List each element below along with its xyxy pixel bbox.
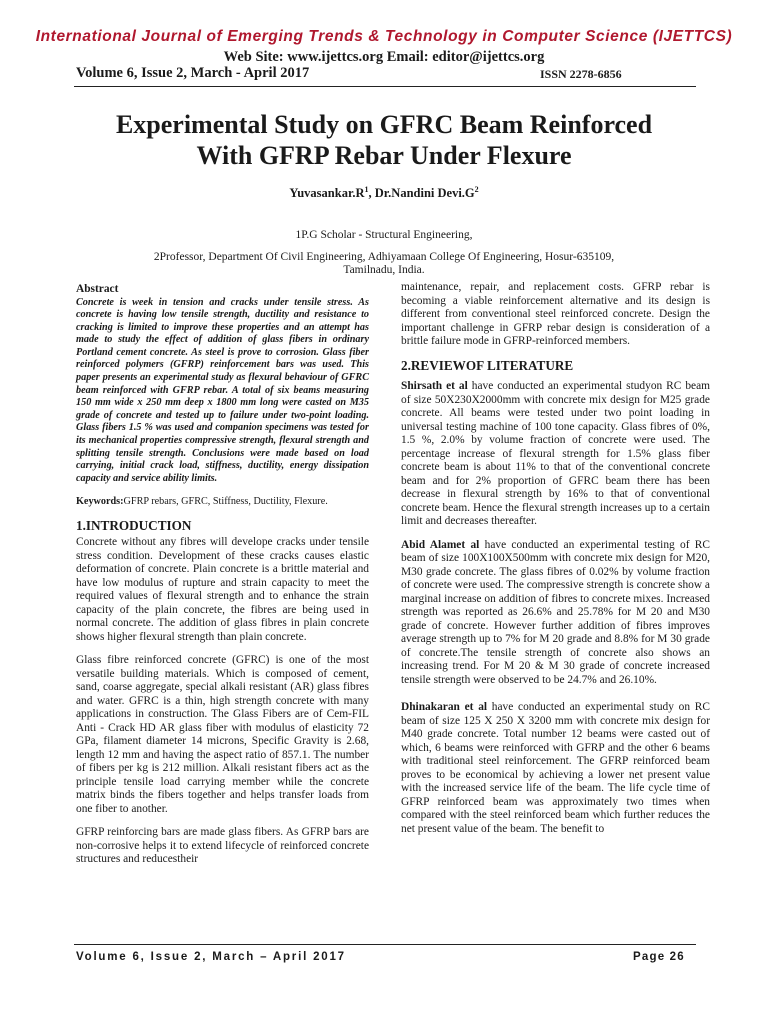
keywords	[76, 495, 369, 509]
author-1: Yuvasankar.R	[289, 186, 365, 201]
page-number: Page 26	[633, 951, 685, 963]
footer-volume: Volume 6, Issue 2, March – April 2017	[76, 951, 346, 963]
affiliation-2	[100, 251, 668, 277]
literature-author-3: Dhinakaran et al	[401, 701, 488, 713]
introduction-heading: 1.INTRODUCTION	[76, 517, 192, 533]
volume-issue: Volume 6, Issue 2, March - April 2017	[76, 65, 310, 81]
author-separator: ,	[368, 186, 375, 201]
paper-title	[40, 109, 728, 171]
abstract-heading: Abstract	[76, 283, 119, 295]
author-2-sup: 2	[474, 185, 479, 194]
intro-paragraph-1: Concrete without any fibres will develope cracks under tensile stress condition. Development of these cracks causes elastic deformation of concrete. Plain concrete is a brittle material and have low modulus of rupture and strain capacity to meet the required values of flexural strength and to enhance the strain capacity of the plain concrete, the fibres are being used in normal concrete. The addition of glass fibres in plain concrete shows higher flexural strength than plain concrete.	[76, 536, 369, 643]
literature-item-3	[401, 701, 710, 836]
authors	[0, 185, 768, 201]
keywords-label: Keywords:	[76, 496, 124, 508]
header-rule	[74, 86, 696, 87]
issn: ISSN 2278-6856	[540, 67, 622, 81]
literature-text-1: have conducted an experimental studyon RC beam of size 50X230X2000mm with concrete mix design for M25 grade concrete. All beams were tested under two point loading in universal testing machine of 100 tone capacity. Glass fibres of 0%, 1.5 %, 2.0% by volume fraction of concrete were used. The percentage increase of flexural strength for 1.5% glass fiber concrete beam is about 11% to that of the conventional concrete beam and for 2% proportion of GFRC beam there has been decrease in flexural strength by 16% to that of conventional concrete beam. Hence the flexural strength increases up to a certain limit and decreases thereafter.	[401, 380, 710, 527]
author-1-sup: 1	[364, 185, 369, 194]
continued-paragraph: maintenance, repair, and replacement costs. GFRP rebar is becoming a viable reinforcement alternative and its design is different from conventional steel reinforced concrete. Design the important challenge in GFRP rebar design is consideration of a brittle failure mode in GFRP-reinforced members.	[401, 281, 710, 347]
affiliation-2-line-1: 2Professor, Department Of Civil Engineering, Adhiyamaan College Of Engineering, Hosur-635109,	[153, 251, 615, 263]
journal-name: International Journal of Emerging Trends & Technology in Computer Science (IJETTCS)	[35, 28, 733, 45]
literature-item-2	[401, 539, 710, 688]
keywords-text: GFRP rebars, GFRC, Stiffness, Ductility, Flexure.	[123, 496, 328, 508]
abstract-text: Concrete is week in tension and cracks under tensile stress. As concrete is having low tensile strength, ductility and resistance to cracking is limited to improve these properties and an attempt has made to study the effect of addition of glass fibers in ordinary Portland cement concrete. As steel is prove to corrosion. Glass fiber reinforced polymers (GFRP) reinforcement bars was used. This paper presents an experimental study as flexural behaviour of GFRC beam reinforced with GFRP rebar. A total of six beams measuring 150 mm wide x 250 mm deep x 1800 mm long were casted on M35 grade of concrete and tested up to failure under two-point loading. Glass fibers 1.5 % was used and companion specimens was tested for its mechanical properties compressive strength, flexural strength and splitting tensile strength. Conclusions were made based on load carrying, initial crack load, stiffness, ductility, energy dissipation capacity and service ability limits.	[76, 296, 369, 484]
right-column	[401, 281, 710, 836]
affiliation-1: 1P.G Scholar - Structural Engineering,	[295, 229, 473, 241]
review-heading: 2.REVIEWOF LITERATURE	[401, 357, 574, 373]
title-line-1: Experimental Study on GFRC Beam Reinforced	[115, 110, 653, 139]
title-line-2: With GFRP Rebar Under Flexure	[196, 141, 572, 170]
author-2: Dr.Nandini Devi.G	[374, 186, 475, 201]
affiliation-2-line-2: Tamilnadu, India.	[343, 264, 425, 276]
literature-text-3: have conducted an experimental study on RC beam of size 125 X 250 X 3200 mm with concrete mix design for M40 grade concrete. Total number 12 beams were casted out of which, 6 beams were reinforced with GFRP and the other 6 beams with traditional steel reinforcement. The GFRP reinforced beam proves to be economical by achieving a lower net present value with the increased service life of the beam. The life cycle time of GFRP reinforced beam was approximately two times when compared with the steel reinforced beam which further reduces the net present value of the beam. The benefit to	[401, 701, 710, 835]
literature-author-1: Shirsath et al	[401, 380, 468, 392]
literature-author-2: Abid Alamet al	[401, 538, 480, 551]
literature-item-1	[401, 380, 710, 529]
intro-paragraph-3: GFRP reinforcing bars are made glass fibers. As GFRP bars are non-corrosive helps it to extend lifecycle of reinforced concrete structures and reducestheir	[76, 826, 369, 866]
left-column	[76, 283, 369, 867]
footer-rule	[74, 944, 696, 945]
literature-text-2: have conducted an experimental testing of RC beam of size 100X100X500mm with concrete mix design for M20, M30 grade concrete. The glass fibres of 0.02% by volume fraction of concrete were used. The compressive strength is concrete show a marginal increase on addition of fibres to concrete mixes. Increased strength was reported as 26.6% and 25.78% for M 20 and M30 grade of concrete. However further addition of fibres improves average strength up to 7% for M 20 grade and 8.8% for M 30 grade of concrete.The tensile strength of concrete also shows an increasing trend. For M 20 & M 30 grade of concrete increased tensile strength were observed to be 24.7% and 26.10%.	[401, 538, 710, 686]
intro-paragraph-2: Glass fibre reinforced concrete (GFRC) is one of the most versatile building materials. Which is composed of cement, sand, coarse aggregate, special alkali resistant (AR) glass fibres and water. GFRC is a thin, high strength concrete with many applications in construction. The Glass Fibers are of Cem-FIL Anti - Crack HD AR glass fiber with modulus of elasticity 72 GPa, filament diameter 14 microns, Specific Gravity is 2.68, length 12 mm and having the aspect ratio of 857.1. The number of fibers per kg is 212 million. Alkali resistant fibers act as the principle tensile load carrying member while the concrete matrix binds the fibers together and helps transfer loads from one fiber to another.	[76, 654, 369, 815]
journal-website: Web Site: www.ijettcs.org Email: editor@ijettcs.org	[223, 49, 545, 65]
